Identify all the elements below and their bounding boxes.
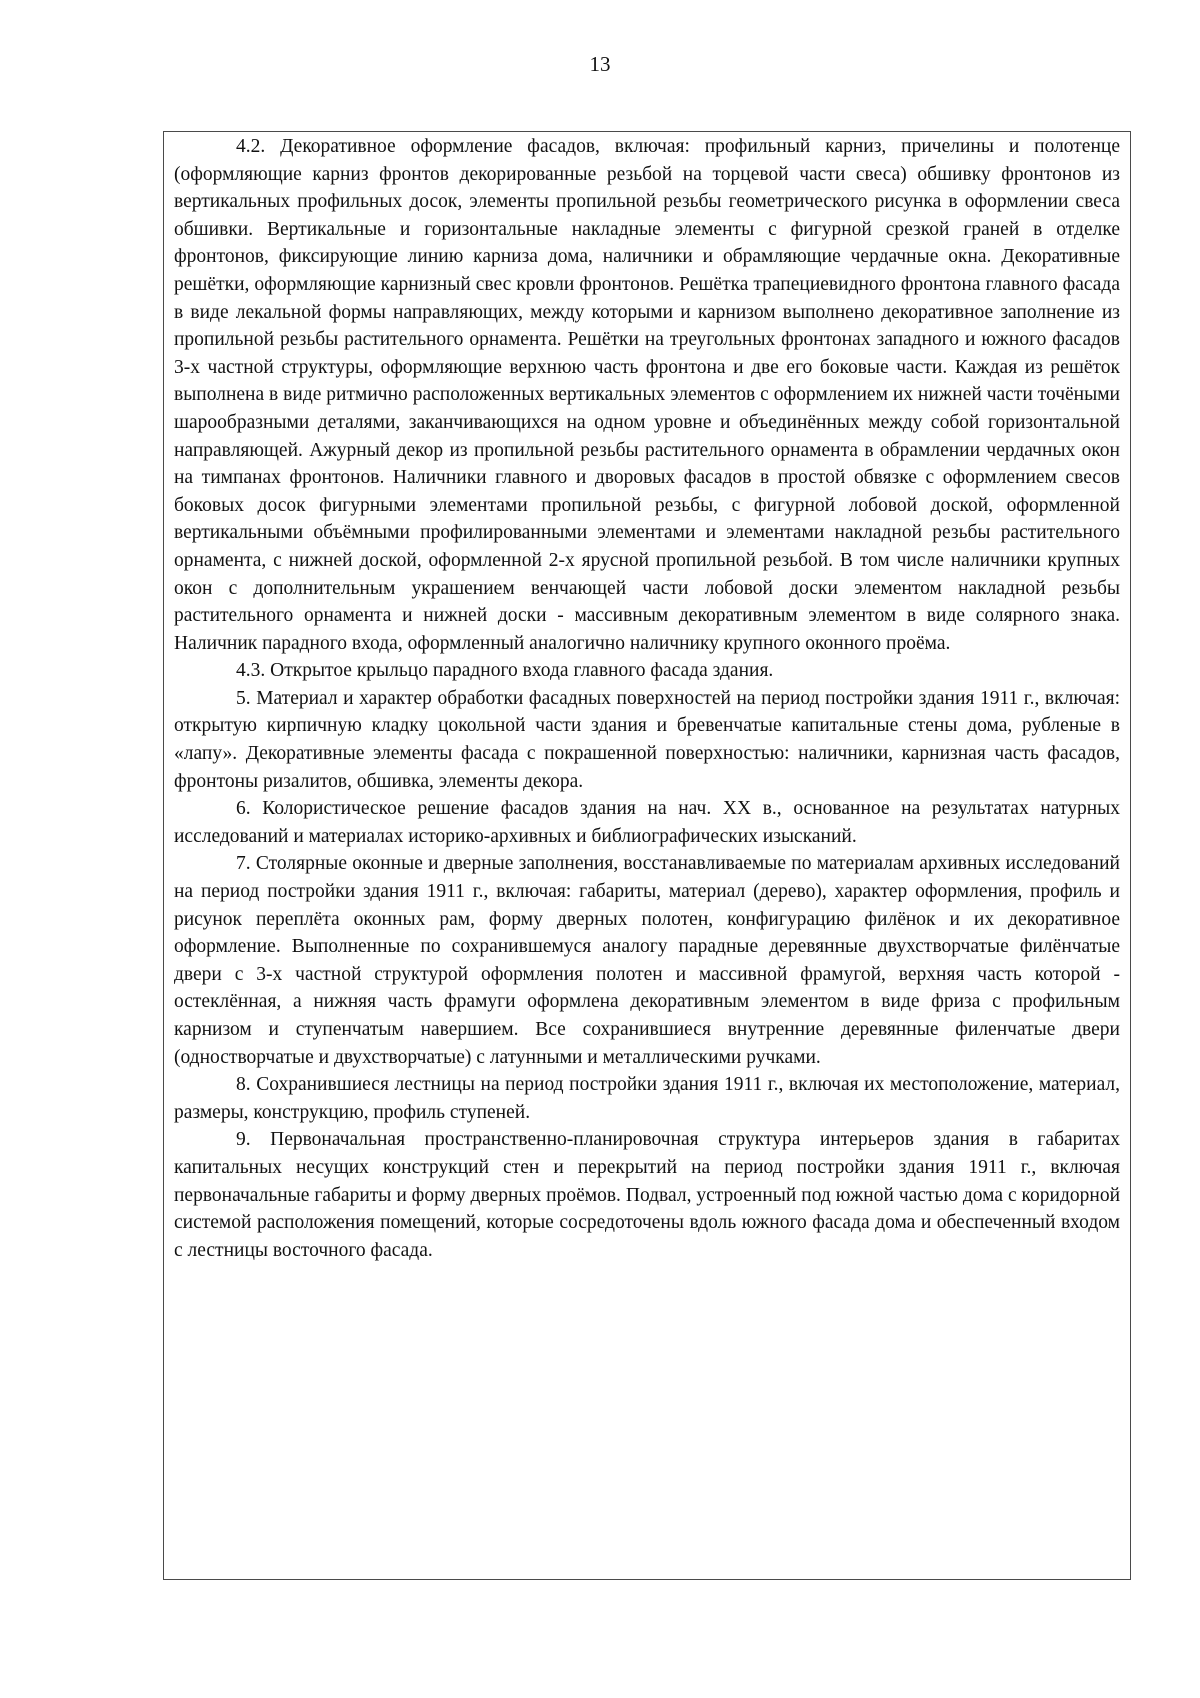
paragraph-5: 5. Материал и характер обработки фасадных поверхностей на период постройки здания 1911 г., включая: открытую кирпичную кладку цокольной части здания и бревенчатые капитальные стены дома, рубленые в «лапу». Декоративные элементы фасада с покрашенной поверхностью: наличники, карнизная часть фасадов, фронтоны ризалитов, обшивка, элементы декора.: [174, 687, 1120, 792]
page-number: 13: [589, 52, 611, 76]
paragraph-7: 7. Столярные оконные и дверные заполнения, восстанавливаемые по материалам архивных исследований на период постройки здания 1911 г., включая: габариты, материал (дерево), характер оформления, профиль и рисунок переплёта оконных рам, форму дверных полотен, конфигурацию филёнок и их декоративное оформление. Выполненные по сохранившемуся аналогу парадные деревянные двухстворчатые филёнчатые двери с 3-х частной структурой оформления полотен и массивной фрамугой, верхняя часть которой - остеклённая, а нижняя часть фрамуги оформлена декоративным элементом в виде фриза с профильным карнизом и ступенчатым навершием. Все сохранившиеся внутренние деревянные филенчатые двери (одностворчатые и двухстворчатые) с латунными и металлическими ручками.: [174, 853, 1120, 1068]
paragraph-4-2: 4.2. Декоративное оформление фасадов, включая: профильный карниз, причелины и полотенце (оформляющие карниз фронтов декорированные резьбой на торцевой части свеса) обшивку фронтонов из вертикальных профильных досок, элементы пропильной резьбы геометрического рисунка в оформлении свеса обшивки. Вертикальные и горизонтальные накладные элементы с фигурной срезкой граней в отделке фронтонов, фиксирующие линию карниза дома, наличники и обрамляющие чердачные окна. Декоративные решётки, оформляющие карнизный свес кровли фронтонов. Решётка трапециевидного фронтона главного фасада в виде лекальной формы направляющих, между которыми и карнизом выполнено декоративное заполнение из пропильной резьбы растительного орнамента. Решётки на треугольных фронтонах западного и южного фасадов 3-х частной структуры, оформляющие верхнюю часть фронтона и две его боковые части. Каждая из решёток выполнена в виде ритмично расположенных вертикальных элементов с оформлением их нижней части точёными шарообразными деталями, заканчивающихся на одном уровне и объединённых между собой горизонтальной направляющей. Ажурный декор из пропильной резьбы растительного орнамента в обрамлении чердачных окон на тимпанах фронтонов. Наличники главного и дворовых фасадов в простой обвязке с оформлением свесов боковых досок фигурными элементами пропильной резьбы, с фигурной лобовой доской, оформленной вертикальными объёмными профилированными элементами и элементами накладной резьбы растительного орнамента, с нижней доской, оформленной 2-х ярусной пропильной резьбой. В том числе наличники крупных окон с дополнительным украшением венчающей части лобовой доски элементом накладной резьбы растительного орнамента и нижней доски - массивным декоративным элементом в виде солярного знака. Наличник парадного входа, оформленный аналогично наличнику крупного оконного проёма.: [174, 136, 1120, 654]
paragraph-4-3: 4.3. Открытое крыльцо парадного входа главного фасада здания.: [236, 660, 774, 682]
paragraph-6: 6. Колористическое решение фасадов здания на нач. XX в., основанное на результатах натурных исследований и материалах историко-архивных и библиографических изысканий.: [174, 798, 1120, 847]
paragraph-8: 8. Сохранившиеся лестницы на период постройки здания 1911 г., включая их местоположение, материал, размеры, конструкцию, профиль ступеней.: [174, 1074, 1120, 1123]
document-body-frame: [163, 131, 1131, 1580]
paragraph-9: 9. Первоначальная пространственно-планировочная структура интерьеров здания в габаритах капитальных несущих конструкций стен и перекрытий на период постройки здания 1911 г., включая первоначальные габариты и форму дверных проёмов. Подвал, устроенный под южной частью дома с коридорной системой расположения помещений, которые сосредоточены вдоль южного фасада дома и обеспеченный входом с лестницы восточного фасада.: [174, 1129, 1120, 1261]
